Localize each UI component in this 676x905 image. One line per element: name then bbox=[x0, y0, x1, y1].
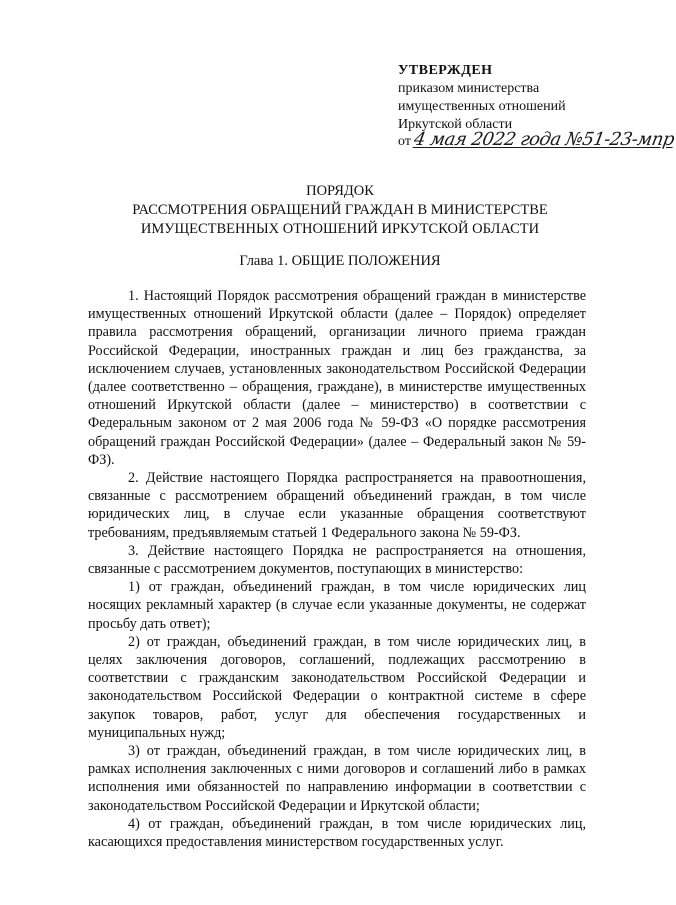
list-item-4: 4) от граждан, объединений граждан, в том числе юридических лиц, касающихся предоставления министерством государственных услуг. bbox=[88, 815, 586, 851]
document-body bbox=[88, 287, 586, 851]
handwritten-date-number: 4 мая 2022 года №51-23-мпр bbox=[412, 129, 676, 150]
list-item-3: 3) от граждан, объединений граждан, в том числе юридических лиц, в рамках исполнения заключенных с ними договоров и соглашений либо в рамках исполнения ими обязанностей по направлению информации в соответствии с законодательством Российской Федерации и Иркутской области; bbox=[88, 743, 586, 814]
list-item-2: 2) от граждан, объединений граждан, в том числе юридических лиц, в целях заключения договоров, соглашений, подлежащих рассмотрению в соответствии с гражданским законодательством Российской Федерации и законодательством Российской Федерации о контрактной системе в сфере закупок товаров, работ, услуг для обеспечения государственных и муниципальных нужд; bbox=[88, 633, 586, 741]
approval-stamp bbox=[398, 62, 634, 134]
approval-line-3: Иркутской области bbox=[398, 117, 513, 132]
order-date-row bbox=[398, 130, 674, 152]
chapter-title: Глава 1. ОБЩИЕ ПОЛОЖЕНИЯ bbox=[239, 253, 441, 269]
heading-line-1: ПОРЯДОК bbox=[306, 183, 374, 199]
list-item-1: 1) от граждан, объединений граждан, в том числе юридических лиц носящих рекламный характер (в случае если указанные документы, не содержат просьбу дать ответ); bbox=[88, 579, 586, 632]
heading-line-2: РАССМОТРЕНИЯ ОБРАЩЕНИЙ ГРАЖДАН В МИНИСТЕРСТВЕ bbox=[132, 202, 548, 218]
from-label: от bbox=[398, 134, 411, 149]
document-heading bbox=[80, 182, 600, 239]
approval-title: УТВЕРЖДЕН bbox=[398, 63, 493, 78]
paragraph-3: 3. Действие настоящего Порядка не распространяется на отношения, связанные с рассмотрением документов, поступающих в министерство: bbox=[88, 542, 586, 578]
approval-line-2: имущественных отношений bbox=[398, 99, 566, 114]
paragraph-1: 1. Настоящий Порядок рассмотрения обращений граждан в министерстве имущественных отношений Иркутской области (далее – Порядок) определяет правила рассмотрения обращений, организации личного приема граждан Российской Федерации, иностранных граждан и лиц без гражданства, за исключением случаев, установленных законодательством Российской Федерации (далее соответственно – обращения, граждане), в министерстве имущественных отношений Иркутской области (далее – министерство) в соответствии с Федеральным законом от 2 мая 2006 года № 59-ФЗ «О порядке рассмотрения обращений граждан Российской Федерации» (далее – Федеральный закон № 59-ФЗ). bbox=[88, 288, 586, 468]
paragraph-2: 2. Действие настоящего Порядка распространяется на правоотношения, связанные с рассмотрением обращений объединений граждан, в том числе юридических лиц, в случае если указанные обращения соответствуют требованиям, предъявляемым статьей 1 Федерального закона № 59-ФЗ. bbox=[88, 470, 586, 541]
heading-line-3: ИМУЩЕСТВЕННЫХ ОТНОШЕНИЙ ИРКУТСКОЙ ОБЛАСТИ bbox=[140, 221, 540, 237]
approval-line-1: приказом министерства bbox=[398, 81, 540, 96]
